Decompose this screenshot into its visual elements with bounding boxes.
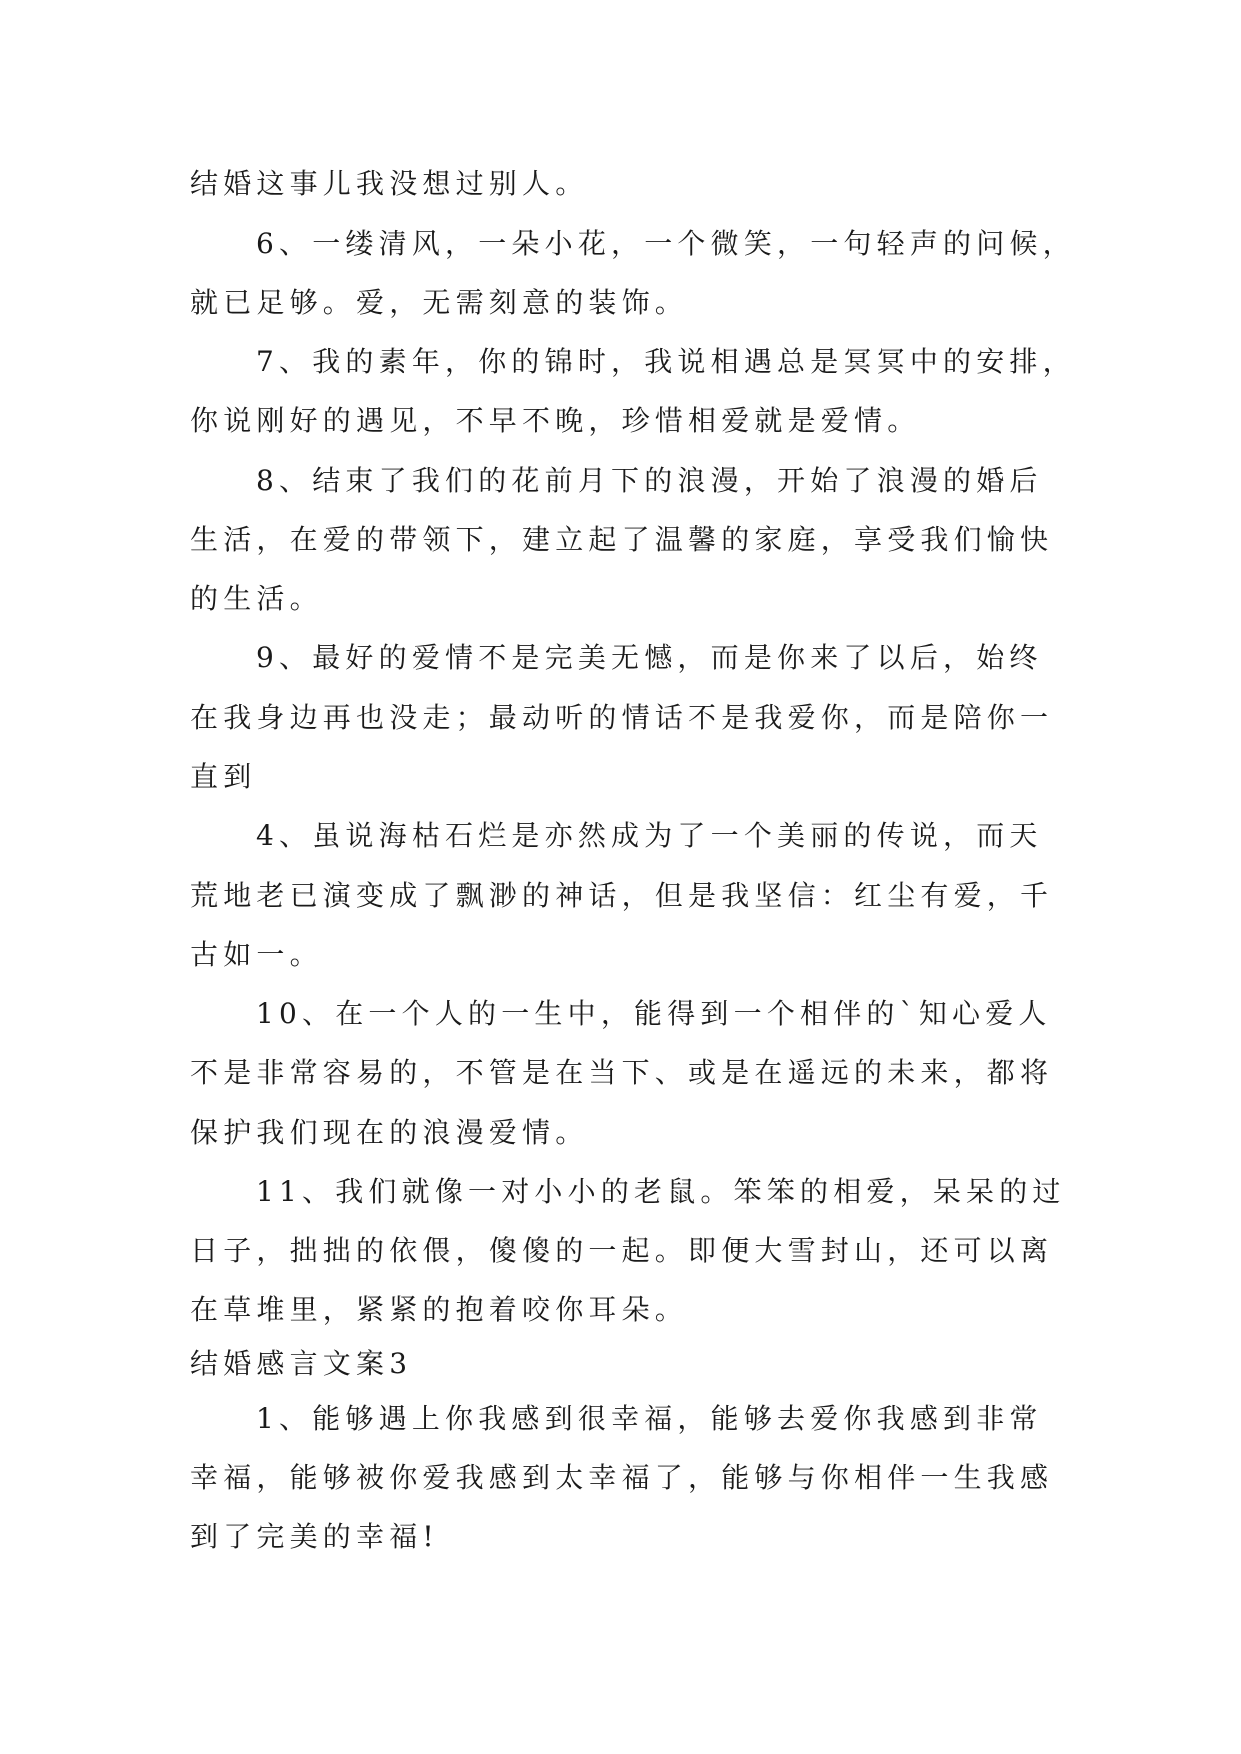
text-line: 你说刚好的遇见，不早不晚，珍惜相爱就是爱情。 xyxy=(190,404,921,437)
text-line: 幸福，能够被你爱我感到太幸福了，能够与你相伴一生我感 xyxy=(190,1461,1054,1494)
text-line: 10、在一个人的一生中，能得到一个相伴的`知心爱人 xyxy=(256,997,1052,1030)
text-line: 不是非常容易的，不管是在当下、或是在遥远的未来，都将 xyxy=(190,1056,1054,1089)
text-line: 在我身边再也没走；最动听的情话不是我爱你，而是陪你一 xyxy=(190,701,1054,734)
text-line: 生活，在爱的带领下，建立起了温馨的家庭，享受我们愉快 xyxy=(190,523,1054,556)
text-line: 11、我们就像一对小小的老鼠。笨笨的相爱，呆呆的过 xyxy=(256,1175,1066,1208)
text-line: 在草堆里，紧紧的抱着咬你耳朵。 xyxy=(190,1293,689,1326)
text-line: 就已足够。爱，无需刻意的装饰。 xyxy=(190,286,689,319)
text-line: 到了完美的幸福! xyxy=(190,1520,439,1553)
text-line: 9、最好的爱情不是完美无憾，而是你来了以后，始终 xyxy=(256,641,1043,674)
text-line: 8、结束了我们的花前月下的浪漫，开始了浪漫的婚后 xyxy=(256,464,1043,497)
text-line: 荒地老已演变成了飘渺的神话，但是我坚信：红尘有爱，千 xyxy=(190,879,1054,912)
text-line: 7、我的素年，你的锦时，我说相遇总是冥冥中的安排， xyxy=(256,345,1076,378)
text-line: 6、一缕清风，一朵小花，一个微笑，一句轻声的问候， xyxy=(256,227,1076,260)
text-line: 日子，拙拙的依偎，傻傻的一起。即便大雪封山，还可以离 xyxy=(190,1234,1054,1267)
section-heading: 结婚感言文案3 xyxy=(190,1347,413,1380)
text-line: 4、虽说海枯石烂是亦然成为了一个美丽的传说，而天 xyxy=(256,819,1043,852)
text-line: 保护我们现在的浪漫爱情。 xyxy=(190,1116,589,1149)
text-line: 结婚这事儿我没想过别人。 xyxy=(190,167,589,200)
text-line: 直到 xyxy=(190,760,257,793)
text-line: 的生活。 xyxy=(190,582,323,615)
text-line: 1、能够遇上你我感到很幸福，能够去爱你我感到非常 xyxy=(256,1402,1043,1435)
text-line: 古如一。 xyxy=(190,938,323,971)
